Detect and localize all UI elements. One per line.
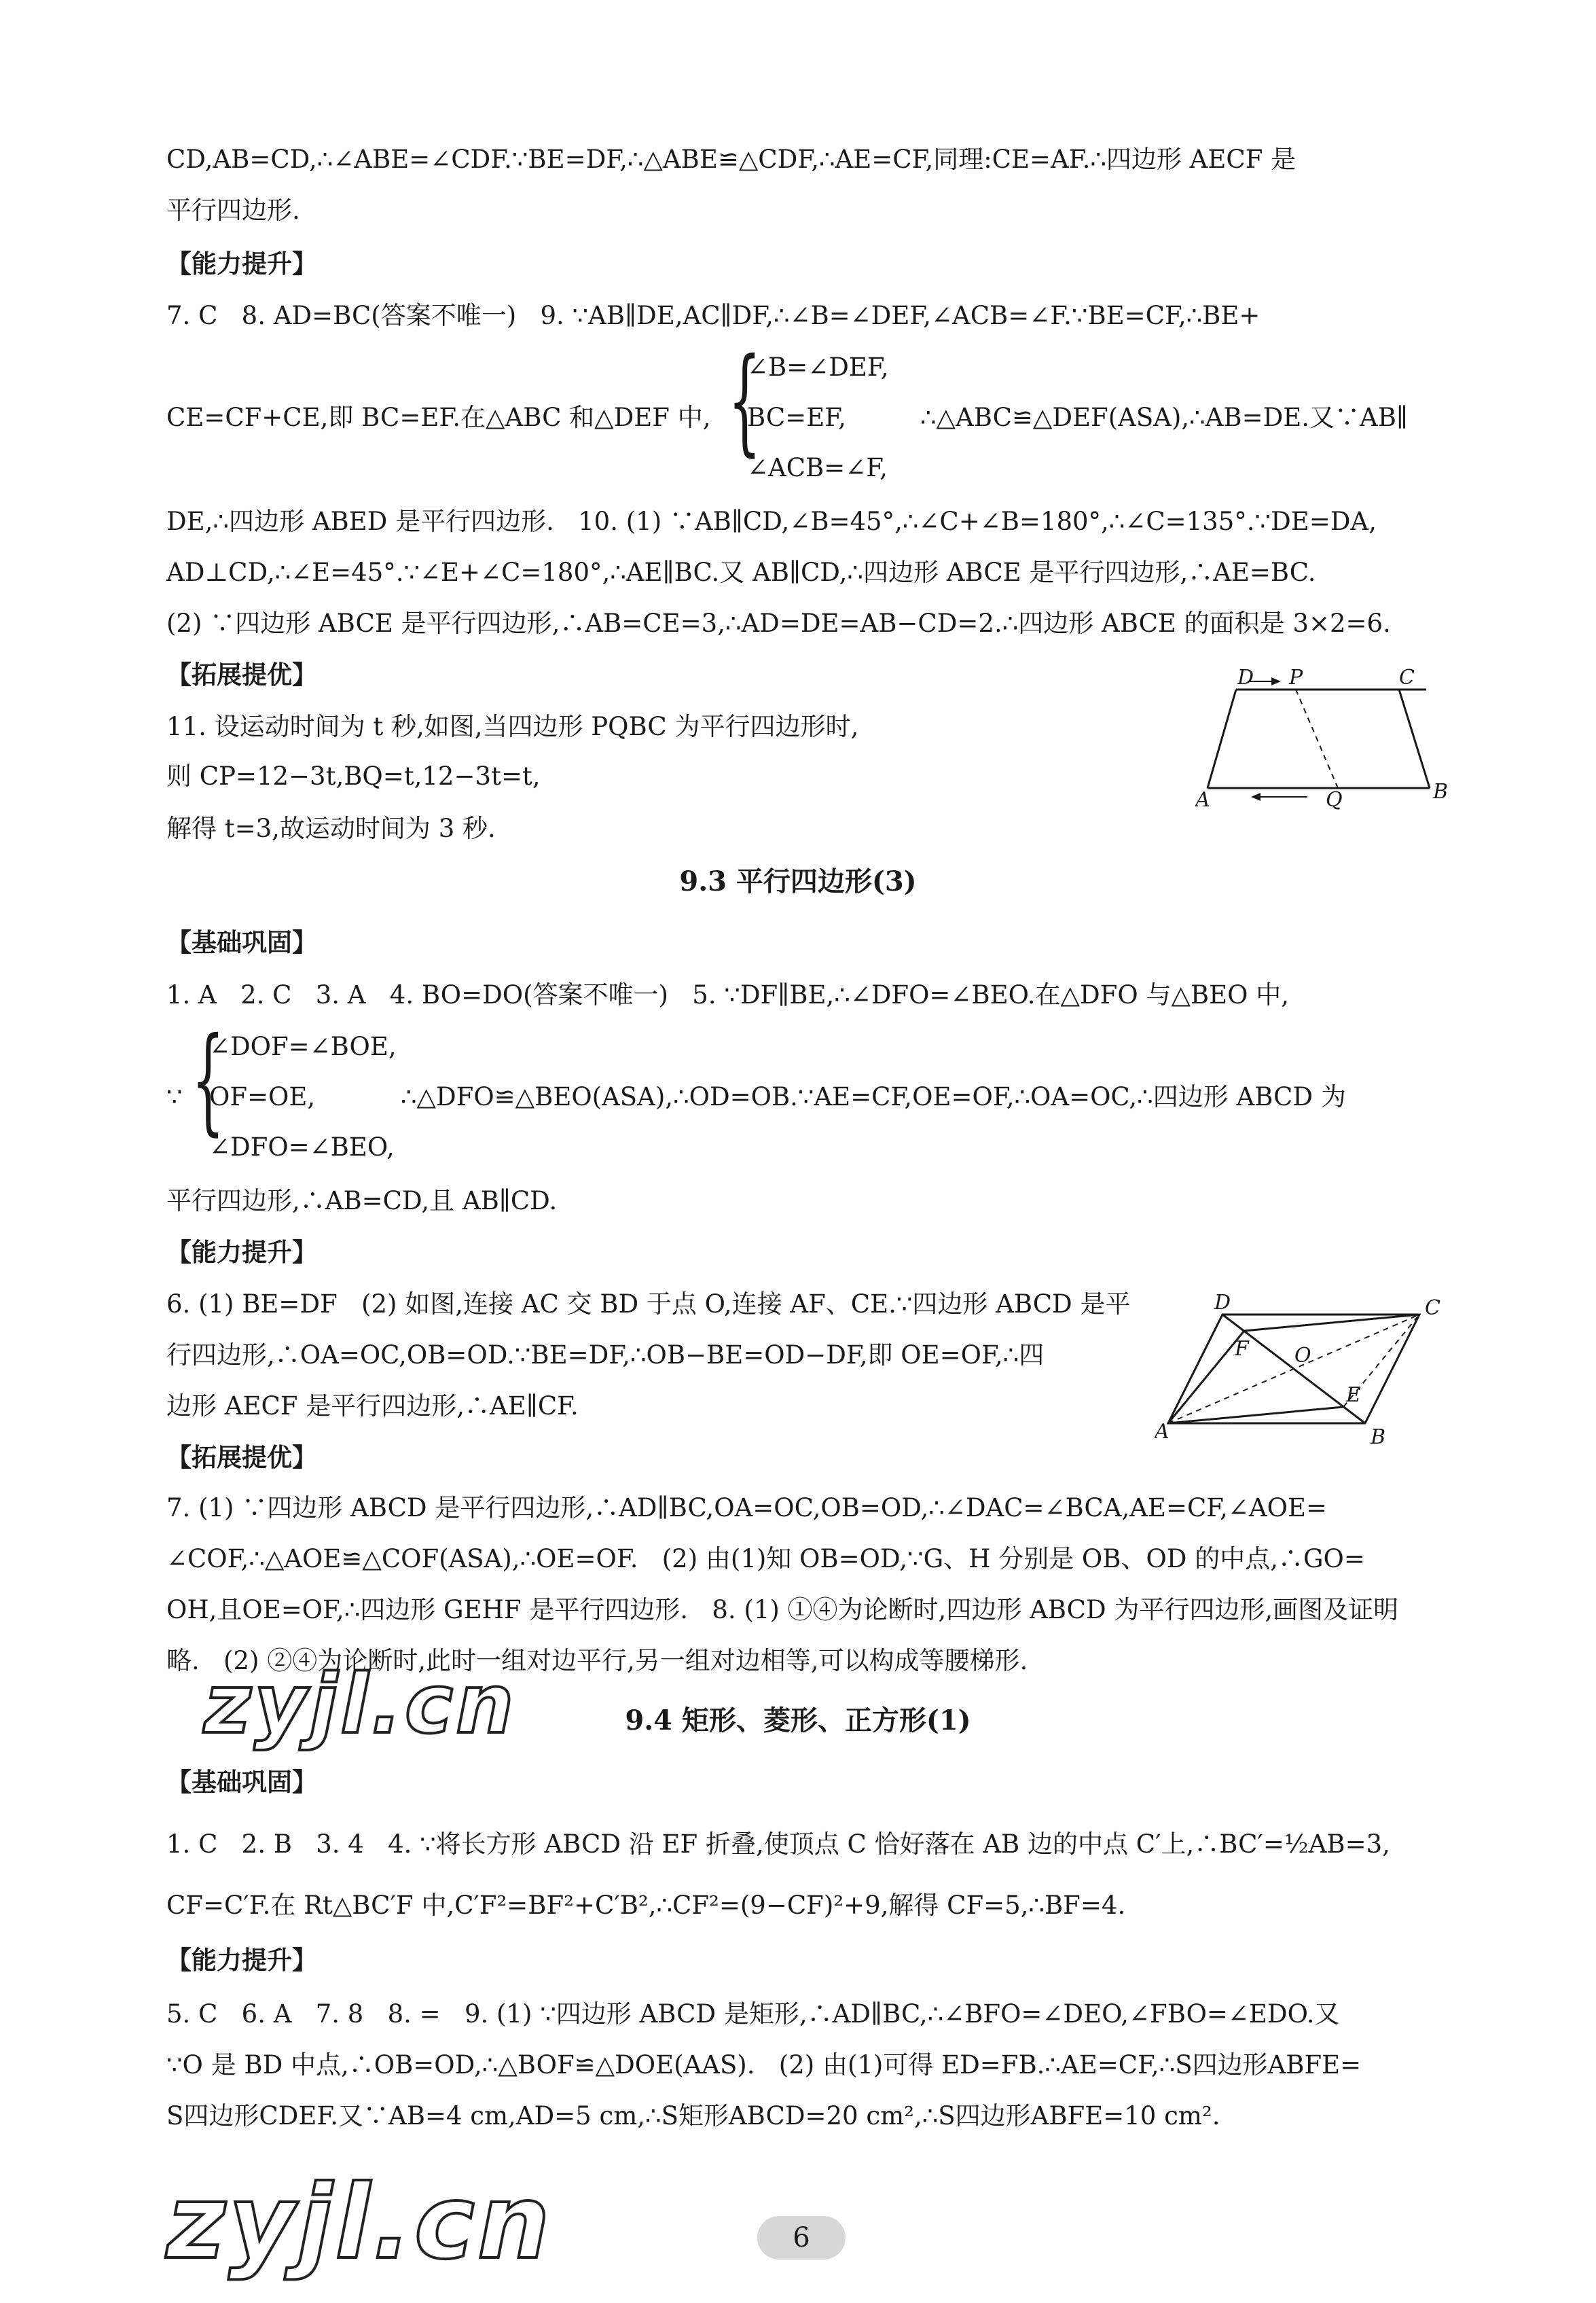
section-heading-expand: 【拓展提优】 — [166, 1442, 317, 1472]
label-e: E — [1346, 1383, 1361, 1407]
section-heading-expand: 【拓展提优】 — [166, 660, 317, 690]
label-b: B — [1433, 780, 1449, 804]
label-f: F — [1235, 1337, 1249, 1361]
text-line: 7. (1) ∵四边形 ABCD 是平行四边形,∴AD∥BC,OA=OC,OB=OD,∴∠DAC=∠BCA,AE=CF,∠AOE= — [166, 1493, 1327, 1522]
text-line: 则 CP=12−3t,BQ=t,12−3t=t, — [166, 762, 541, 791]
label-a: A — [1195, 788, 1210, 812]
parallelogram-figure — [1155, 1287, 1453, 1450]
text-line: S四边形CDEF.又∵AB=4 cm,AD=5 cm,∴S矩形ABCD=20 cm²,∴S四边形ABFE=10 cm². — [166, 2101, 1220, 2130]
label-p: P — [1289, 666, 1303, 690]
watermark: zyjl.cn — [166, 2164, 553, 2282]
label-c: C — [1399, 666, 1415, 690]
text-line: 边形 AECF 是平行四边形,∴AE∥CF. — [166, 1391, 579, 1421]
text-line: (2) ∵四边形 ABCE 是平行四边形,∴AB=CE=3,∴AD=DE=AB−CD=2.∴四边形 ABCE 的面积是 3×2=6. — [166, 609, 1391, 638]
brace: { — [192, 1013, 225, 1147]
brace-line: OF=OE, — [209, 1082, 316, 1111]
section-title: 9.4 矩形、菱形、正方形(1) — [625, 1704, 971, 1736]
brace-line: ∠DFO=∠BEO, — [209, 1132, 395, 1162]
brace-line: ∠DOF=∠BOE, — [209, 1032, 397, 1061]
section-title: 9.3 平行四边形(3) — [679, 865, 917, 897]
section-heading-basic: 【基础巩固】 — [166, 927, 317, 957]
text-line: 平行四边形. — [166, 196, 300, 225]
text-line: DE,∴四边形 ABED 是平行四边形. 10. (1) ∵AB∥CD,∠B=45°,∴∠C+∠B=180°,∴∠C=135°.∵DE=DA, — [166, 507, 1377, 536]
text-line: 6. (1) BE=DF (2) 如图,连接 AC 交 BD 于点 O,连接 AF、CE.∵四边形 ABCD 是平 — [166, 1289, 1131, 1319]
section-heading-ability: 【能力提升】 — [166, 249, 317, 279]
text-line: ∵O 是 BD 中点,∴OB=OD,∴△BOF≌△DOE(AAS). (2) 由(1)可得 ED=FB.∴AE=CF,∴S四边形ABFE= — [166, 2050, 1362, 2079]
watermark: zyjl.cn — [204, 1658, 517, 1752]
text-line: ∠COF,∴△AOE≌△COF(ASA),∴OE=OF. (2) 由(1)知 OB=OD,∵G、H 分别是 OB、OD 的中点,∴GO= — [166, 1544, 1365, 1573]
label-a: A — [1155, 1420, 1169, 1444]
brace-line: ∠ACB=∠F, — [747, 453, 888, 482]
brace-line: ∠B=∠DEF, — [747, 353, 889, 382]
label-d: D — [1214, 1291, 1231, 1315]
label-q: Q — [1326, 788, 1343, 812]
text-line: ∴△DFO≌△BEO(ASA),∴OD=OB.∵AE=CF,OE=OF,∴OA=OC,∴四边形 ABCD 为 — [401, 1082, 1346, 1111]
text-line: CD,AB=CD,∴∠ABE=∠CDF.∵BE=DF,∴△ABE≌△CDF,∴AE=CF,同理:CE=AF.∴四边形 AECF 是 — [166, 145, 1296, 174]
brace: { — [728, 334, 761, 468]
text-line: 略. (2) ②④为论断时,此时一组对边平行,另一组对边相等,可以构成等腰梯形. — [166, 1646, 1028, 1675]
text-line: 行四边形,∴OA=OC,OB=OD.∵BE=DF,∴OB−BE=OD−DF,即 OE=OF,∴四 — [166, 1340, 1045, 1370]
text-line: ∵ — [166, 1082, 183, 1111]
text-line: OH,且OE=OF,∴四边形 GEHF 是平行四边形. 8. (1) ①④为论断时,四边形 ABCD 为平行四边形,画图及证明 — [166, 1595, 1399, 1624]
section-heading-ability: 【能力提升】 — [166, 1945, 317, 1975]
brace-line: BC=EF, — [747, 403, 846, 432]
label-d: D — [1237, 666, 1254, 690]
text-line: 平行四边形,∴AB=CD,且 AB∥CD. — [166, 1186, 558, 1215]
label-c: C — [1425, 1296, 1440, 1320]
label-o: O — [1294, 1344, 1311, 1368]
text-line: CE=CF+CE,即 BC=EF.在△ABC 和△DEF 中, — [166, 403, 711, 432]
text-line: 1. C 2. B 3. 4 4. ∵将长方形 ABCD 沿 EF 折叠,使顶点 C 恰好落在 AB 边的中点 C′上,∴BC′=½AB=3, — [166, 1829, 1390, 1859]
text-line: 1. A 2. C 3. A 4. BO=DO(答案不唯一) 5. ∵DF∥BE,∴∠DFO=∠BEO.在△DFO 与△BEO 中, — [166, 980, 1289, 1010]
text-line: AD⊥CD,∴∠E=45°.∵∠E+∠C=180°,∴AE∥BC.又 AB∥CD,∴四边形 ABCE 是平行四边形,∴AE=BC. — [166, 558, 1316, 587]
text-line: CF=C′F.在 Rt△BC′F 中,C′F²=BF²+C′B²,∴CF²=(9−CF)²+9,解得 CF=5,∴BF=4. — [166, 1891, 1126, 1920]
page-number: 6 — [757, 2216, 846, 2260]
text-line: 11. 设运动时间为 t 秒,如图,当四边形 PQBC 为平行四边形时, — [166, 712, 859, 741]
text-line: 5. C 6. A 7. 8 8. = 9. (1) ∵四边形 ABCD 是矩形,∴AD∥BC,∴∠BFO=∠DEO,∠FBO=∠EDO.又 — [166, 1999, 1340, 2029]
text-line: 解得 t=3,故运动时间为 3 秒. — [166, 814, 496, 843]
text-line: 7. C 8. AD=BC(答案不唯一) 9. ∵AB∥DE,AC∥DF,∴∠B=∠DEF,∠ACB=∠F.∵BE=CF,∴BE+ — [166, 301, 1261, 330]
section-heading-ability: 【能力提升】 — [166, 1237, 317, 1267]
section-heading-basic: 【基础巩固】 — [166, 1767, 317, 1797]
label-b: B — [1371, 1425, 1386, 1449]
text-line: ∴△ABC≌△DEF(ASA),∴AB=DE.又∵AB∥ — [920, 403, 1409, 432]
trapezoid-figure — [1195, 662, 1453, 819]
